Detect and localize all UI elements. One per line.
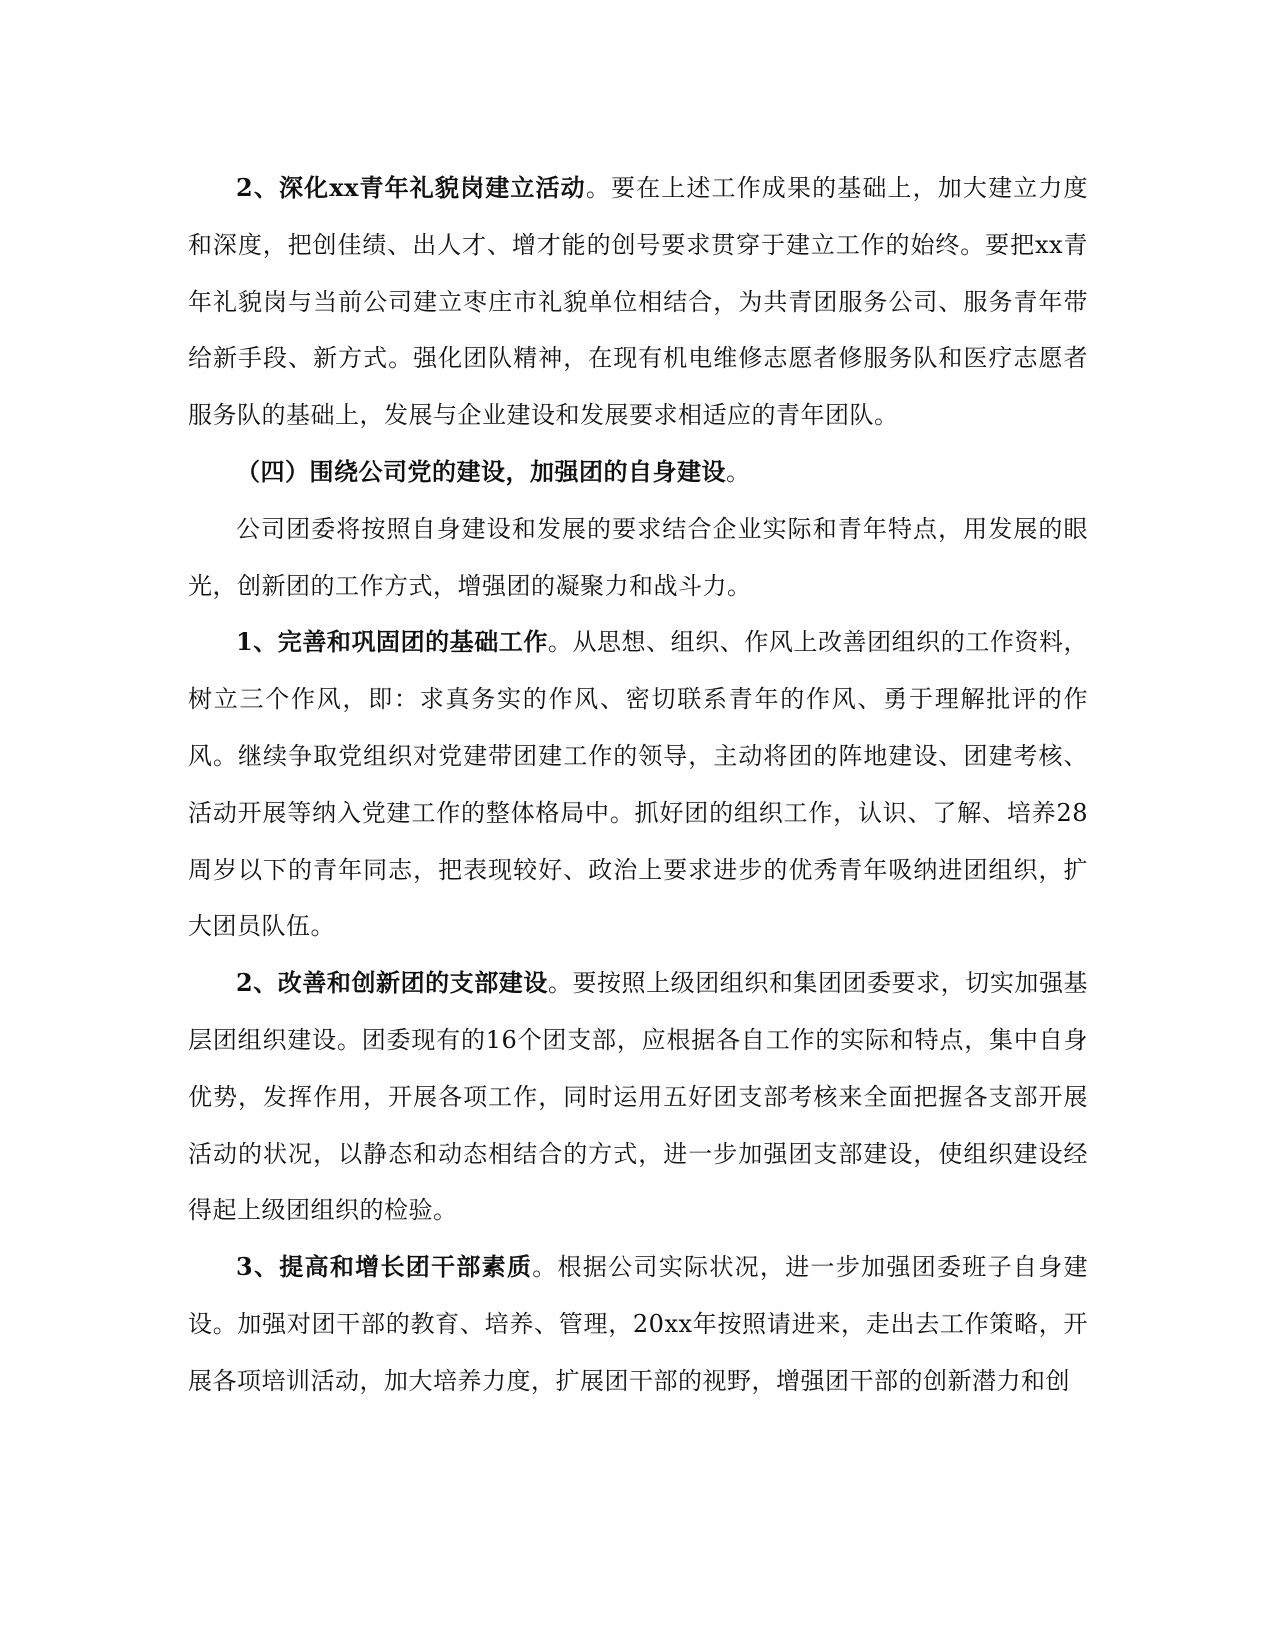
- paragraph-text: 。根据公司实际状况，进一步加强团委班子自身建设。加强对团干部的教育、培养、管理，20xx年按照请进来，走出去工作策略，开展各项培训活动，加大培养力度，扩展团干部的视野，增强团干部的创新潜力和创: [188, 1253, 1088, 1395]
- paragraph-lead: 1、完善和巩固团的基础工作: [236, 627, 548, 657]
- paragraph-text: 。要在上述工作成果的基础上，加大建立力度和深度，把创佳绩、出人才、增才能的创号要求贯穿于建立工作的始终。要把xx青年礼貌岗与当前公司建立枣庄市礼貌单位相结合，为共青团服务公司、服务青年带给新手段、新方式。强化团队精神，在现有机电维修志愿者修服务队和医疗志愿者服务队的基础上，发展与企业建设和发展要求相适应的青年团队。: [188, 174, 1089, 430]
- paragraph-text: 。从思想、组织、作风上改善团组织的工作资料，树立三个作风，即：求真务实的作风、密切联系青年的作风、勇于理解批评的作风。继续争取党组织对党建带团建工作的领导，主动将团的阵地建设、团建考核、活动开展等纳入党建工作的整体格局中。抓好团的组织工作，认识、了解、培养28周岁以下的青年同志，把表现较好、政治上要求进步的优秀青年吸纳进团组织，扩大团员队伍。: [188, 628, 1088, 941]
- paragraph-committee-intro: [188, 501, 1088, 615]
- section-heading-four: [188, 444, 1088, 501]
- section-heading-punct: 。: [726, 457, 751, 486]
- paragraph-text: 。要按照上级团组织和集团团委要求，切实加强基层团组织建设。团委现有的16个团支部，应根据各自工作的实际和特点，集中自身优势，发挥作用，开展各项工作，同时运用五好团支部考核来全面把握各支部开展活动的状况，以静态和动态相结合的方式，进一步加强团支部建设，使组织建设经得起上级团组织的检验。: [188, 969, 1088, 1225]
- paragraph-cadre-quality: [188, 1239, 1088, 1409]
- document-body: [188, 160, 1088, 1410]
- paragraph-lead: 2、深化xx青年礼貌岗建立活动: [236, 173, 586, 202]
- paragraph-deepen-courtesy-post: [188, 160, 1088, 444]
- paragraph-lead: 3、提高和增长团干部素质: [236, 1252, 533, 1282]
- paragraph-lead: 2、改善和创新团的支部建设: [236, 968, 548, 998]
- paragraph-text: 公司团委将按照自身建设和发展的要求结合企业实际和青年特点，用发展的眼光，创新团的工作方式，增强团的凝聚力和战斗力。: [188, 514, 1088, 600]
- paragraph-branch-building: [188, 955, 1088, 1239]
- paragraph-basic-work: [188, 614, 1088, 955]
- section-heading-text: （四）围绕公司党的建设，加强团的自身建设: [236, 456, 726, 486]
